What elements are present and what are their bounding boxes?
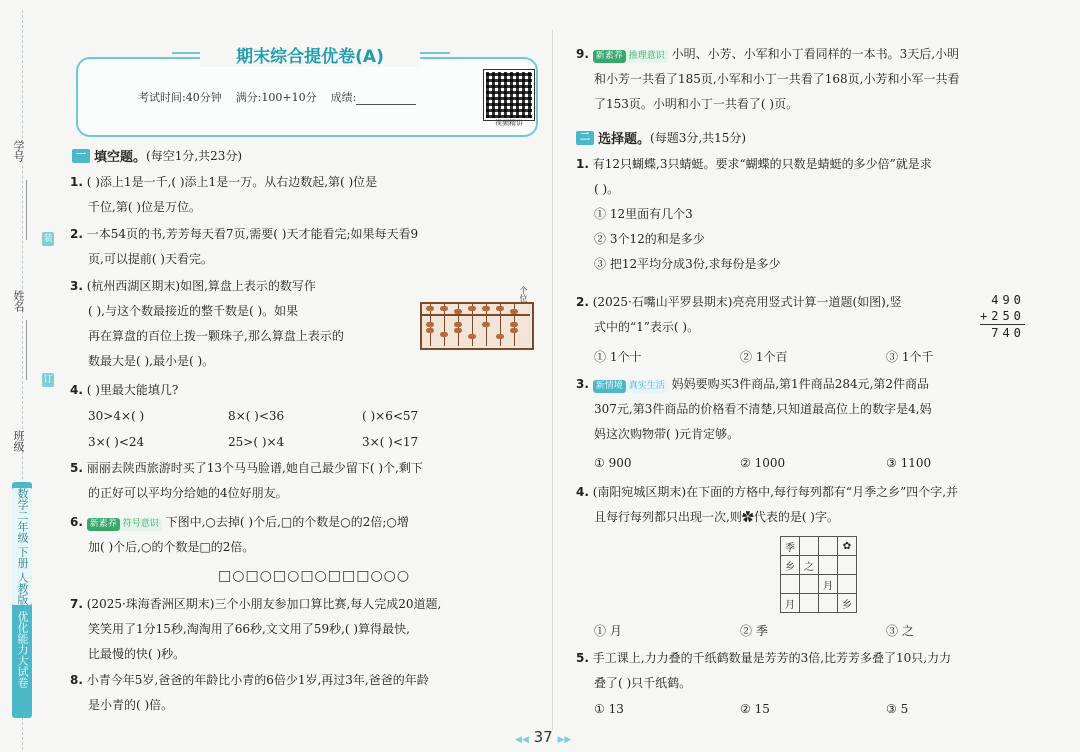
question-number: 4. [576, 485, 589, 499]
qr-code-icon[interactable] [484, 70, 534, 120]
qr-label: 视频精讲 [495, 119, 523, 127]
option[interactable]: ② 3个12的和是多少 [594, 232, 705, 246]
title-decoration-right [420, 52, 450, 54]
options-q3 [594, 456, 931, 470]
question-1 [70, 170, 540, 220]
tag-new-literacy: 新素养 [593, 50, 626, 63]
choice-question-1 [576, 152, 1056, 277]
grid-cell [800, 594, 819, 613]
question-text: (2025·珠海香洲区期末)三个小朋友参加口算比赛,每人完成20道题, [86, 597, 442, 611]
option[interactable]: ③ 把12平均分成3份,求每份是多少 [594, 257, 781, 271]
addend-bottom: +250 [980, 309, 1025, 323]
grid-cell [838, 556, 857, 575]
cut-mark-2: 订 [43, 375, 53, 385]
grid-cell: 乡 [781, 556, 800, 575]
tag-new-literacy: 新素养 [87, 518, 120, 531]
score-blank[interactable] [356, 104, 416, 105]
question-text: 307元,第3件商品的价格看不清楚,只知道最高位上的数字是4,妈 [594, 402, 932, 416]
title-decoration-left [172, 52, 202, 54]
question-text: ( ),与这个数最接近的整千数是( )。如果 [88, 304, 299, 318]
choice-question-4 [576, 480, 1056, 530]
question-text: 有12只蝴蝶,3只蜻蜓。要求“蝴蝶的只数是蜻蜓的多少倍”就是求 [592, 157, 932, 171]
question-text: 笑笑用了1分15秒,淘淘用了66秒,文文用了59秒,( )算得最快, [88, 622, 410, 636]
section-title: 填空题。 [94, 150, 147, 165]
binding-gutter [0, 0, 62, 752]
inequality: 8×( )<36 [228, 409, 285, 423]
question-text: 的正好可以平均分给她的4位好朋友。 [88, 486, 288, 500]
question-text: 下图中,○去掉( )个后,□的个数是○的2倍;○增 [165, 515, 409, 529]
page-title: 期末综合提优卷(A) [200, 42, 420, 67]
question-text: 再在算盘的百位上拨一颗珠子,那么算盘上表示的 [88, 329, 344, 343]
prev-arrow-icon: ◀◀ [515, 735, 529, 745]
question-7 [70, 592, 540, 667]
question-text: 和小芳一共看了185页,小军和小丁一共看了168页,小芳和小军一共看 [594, 72, 960, 86]
question-4 [70, 378, 540, 403]
student-id-label: 学号 [12, 140, 25, 162]
question-number: 1. [70, 175, 83, 189]
option[interactable]: ① 1个十 [594, 350, 642, 364]
question-text: 数最大是( ),最小是( )。 [88, 354, 215, 368]
question-number: 5. [70, 461, 83, 475]
section-fill-blank [72, 146, 242, 165]
page-number-value: 37 [533, 728, 553, 746]
grid-cell: 月 [819, 575, 838, 594]
vertical-addition [980, 292, 1025, 341]
spine-brand: 优化能力大试卷 [16, 611, 29, 688]
option[interactable]: ③ 1个千 [886, 350, 934, 364]
question-text: ( )添上1是一千,( )添上1是一万。从右边数起,第( )位是 [86, 175, 378, 189]
question-number: 3. [576, 377, 589, 391]
grid-cell [819, 537, 838, 556]
section-note: (每题3分,共15分) [650, 131, 747, 145]
question-text: 妈妈要购买3件商品,第1件商品284元,第2件商品 [671, 377, 930, 391]
option[interactable]: ① 月 [594, 624, 622, 638]
full-score: 满分:100+10分 [235, 91, 317, 104]
choice-question-2 [576, 290, 976, 340]
question-number: 6. [70, 515, 83, 529]
options-q2 [594, 348, 933, 365]
question-number: 5. [576, 651, 589, 665]
option[interactable]: ③ 之 [886, 624, 914, 638]
question-number: 2. [70, 227, 83, 241]
question-6 [70, 510, 540, 560]
grid-cell: 乡 [838, 594, 857, 613]
question-text: (南阳宛城区期末)在下面的方格中,每行每列都有“月季之乡”四个字,并 [592, 485, 959, 499]
question-number: 4. [70, 383, 83, 397]
question-text: 比最慢的快( )秒。 [88, 647, 186, 661]
option[interactable]: ① 900 [594, 456, 632, 470]
question-text: 千位,第( )位是万位。 [88, 200, 201, 214]
abacus-unit-label: 个位 [519, 286, 528, 302]
question-8 [70, 668, 540, 718]
question-text: 一本54页的书,芳芳每天看7页,需要( )天才能看完;如果每天看9 [86, 227, 419, 241]
question-text: 了153页。小明和小丁一共看了( )页。 [594, 97, 799, 111]
spine-label [12, 482, 32, 718]
section-title: 选择题。 [598, 132, 651, 147]
tag-new-context: 新情境 [593, 380, 626, 393]
name-label: 姓名 [12, 290, 25, 312]
question-5 [70, 456, 540, 506]
question-text: 加( )个后,○的个数是□的2倍。 [88, 540, 255, 554]
addend-top: 490 [991, 293, 1025, 307]
grid-cell [800, 537, 819, 556]
inequality: ( )×6<57 [362, 409, 419, 423]
question-text: ( )。 [594, 182, 620, 196]
grid-cell [838, 575, 857, 594]
option[interactable]: ② 15 [740, 702, 770, 716]
name-line [26, 320, 27, 380]
section-number: 一 [72, 149, 90, 163]
options-q4 [594, 622, 914, 639]
question-number: 1. [576, 157, 589, 171]
column-divider [552, 30, 553, 730]
question-text: 叠了( )只千纸鹤。 [594, 676, 692, 690]
question-text: 手工课上,力力叠的千纸鹤数量是芳芳的3倍,比芳芳多叠了10只,力力 [592, 651, 952, 665]
class-label: 班级 [12, 430, 25, 452]
inequality: 25>( )×4 [228, 435, 285, 449]
question-3 [70, 274, 420, 374]
page-number [515, 728, 571, 746]
exam-info [138, 89, 416, 105]
question-2 [70, 222, 540, 272]
question-text: 丽丽去陕西旅游时买了13个马马脸谱,她自己最少留下( )个,剩下 [86, 461, 423, 475]
grid-cell: 之 [800, 556, 819, 575]
question-text: (2025·石嘴山平罗县期末)亮亮用竖式计算一道题(如图),竖 [592, 295, 902, 309]
question-text: 是小青的( )倍。 [88, 698, 174, 712]
option[interactable]: ③ 5 [886, 702, 909, 716]
abacus-image [420, 286, 532, 350]
option[interactable]: ② 1000 [740, 456, 786, 470]
option[interactable]: ① 13 [594, 702, 624, 716]
question-text: 小青今年5岁,爸爸的年龄比小青的6倍少1岁,再过3年,爸爸的年龄 [86, 673, 429, 687]
tag-reasoning: 推理意识 [626, 50, 668, 63]
question-text: (杭州西湖区期末)如图,算盘上表示的数写作 [86, 279, 316, 293]
spine-book: 数学二年级 下册 人教版 [12, 488, 32, 605]
score-label: 成绩: [330, 91, 357, 104]
option[interactable]: ③ 1100 [886, 456, 932, 470]
choice-question-5 [576, 646, 1056, 696]
grid-cell: 季 [781, 537, 800, 556]
question-text: 且每行每列都只出现一次,则✿代表的是( )字。 [594, 510, 839, 524]
student-id-line [26, 180, 27, 240]
options-q5 [594, 702, 908, 716]
question-text: 妈这次购物带( )元肯定够。 [594, 427, 740, 441]
section-note: (每空1分,共23分) [146, 149, 243, 163]
question-text: 式中的“1”表示( )。 [594, 320, 700, 334]
question-number: 8. [70, 673, 83, 687]
character-grid [780, 536, 857, 613]
shape-sequence: □○□○□○□○□□□○○○ [218, 568, 411, 584]
grid-cell: ✿ [838, 537, 857, 556]
section-multiple-choice [576, 128, 746, 147]
grid-cell: 月 [781, 594, 800, 613]
exam-time: 考试时间:40分钟 [138, 91, 222, 104]
question-text: 小明、小芳、小军和小丁看同样的一本书。3天后,小明 [671, 47, 960, 61]
cut-mark-1: 装 [43, 234, 53, 244]
option[interactable]: ① 12里面有几个3 [594, 207, 693, 221]
option[interactable]: ② 1个百 [740, 350, 788, 364]
grid-cell [819, 594, 838, 613]
choice-question-3 [576, 372, 1056, 447]
sum-result: 740 [980, 324, 1025, 341]
tag-real-life: 真实生活 [626, 380, 668, 393]
inequality: 30>4×( ) [88, 409, 145, 423]
question-number: 2. [576, 295, 589, 309]
tag-symbol-sense: 符号意识 [120, 518, 162, 531]
inequality: 3×( )<17 [362, 435, 419, 449]
question-text: 页,可以提前( )天看完。 [88, 252, 213, 266]
question-text: ( )里最大能填几? [86, 383, 179, 397]
grid-cell [800, 575, 819, 594]
question-number: 7. [70, 597, 83, 611]
next-arrow-icon: ▶▶ [557, 735, 572, 745]
inequality: 3×( )<24 [88, 435, 145, 449]
grid-cell [819, 556, 838, 575]
option[interactable]: ② 季 [740, 624, 768, 638]
question-9 [576, 42, 1056, 117]
grid-cell [781, 575, 800, 594]
section-number: 二 [576, 131, 594, 145]
question-number: 9. [576, 47, 589, 61]
question-number: 3. [70, 279, 83, 293]
